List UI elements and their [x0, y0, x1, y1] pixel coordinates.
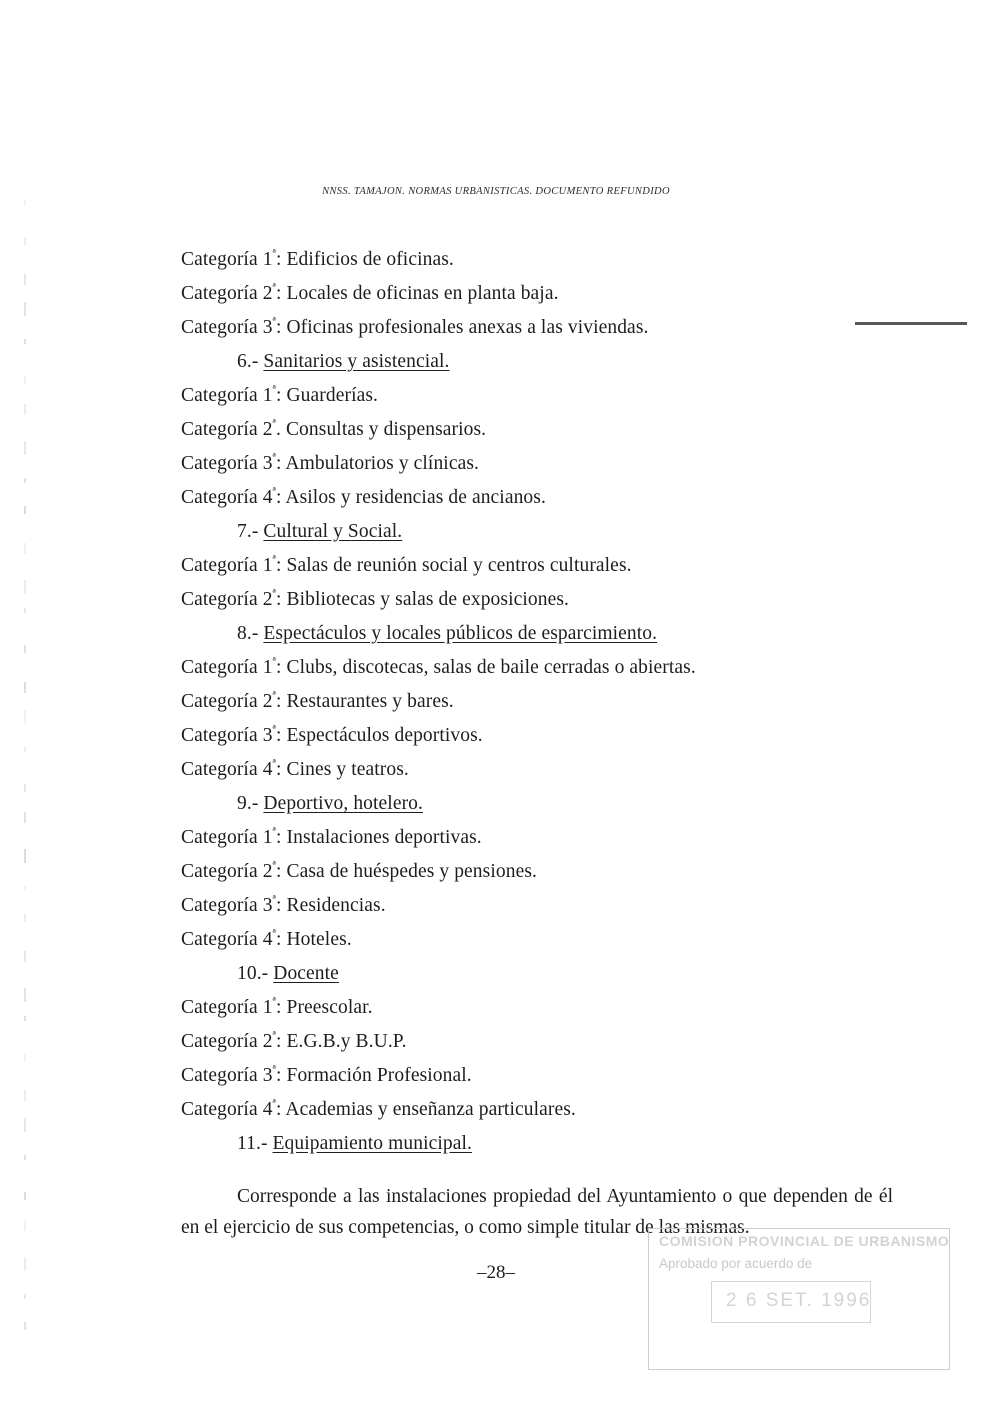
- category-separator: :: [275, 1099, 282, 1120]
- category-number: [262, 722, 276, 746]
- category-number-value: 3: [262, 317, 273, 338]
- category-separator: :: [275, 283, 282, 304]
- category-description: Guarderías.: [286, 385, 379, 406]
- category-label: Categoría: [181, 1065, 258, 1086]
- category-number-value: 1: [262, 827, 273, 848]
- running-header: NNSS. TAMAJON. NORMAS URBANISTICAS. DOCUMENTO REFUNDIDO: [322, 186, 670, 197]
- category-label: Categoría: [181, 385, 258, 406]
- category-separator: :: [275, 759, 282, 780]
- category-ordinal-indicator: ª: [272, 314, 276, 329]
- section-heading-number: 7.-: [237, 521, 259, 542]
- category-line: [181, 277, 921, 311]
- category-number: [262, 314, 276, 338]
- category-separator: :: [275, 895, 282, 916]
- category-description: Instalaciones deportivas.: [286, 827, 482, 848]
- category-number-value: 1: [262, 249, 273, 270]
- category-number-value: 2: [262, 1031, 273, 1052]
- category-number: [262, 926, 276, 950]
- category-number: [262, 382, 276, 406]
- category-number: [262, 824, 276, 848]
- category-number: [262, 450, 276, 474]
- category-description: Oficinas profesionales anexas a las viviendas.: [286, 317, 649, 338]
- category-separator: :: [275, 249, 282, 270]
- category-line: [181, 243, 921, 277]
- section-heading-number: 9.-: [237, 793, 259, 814]
- category-line: [181, 855, 921, 889]
- category-number-value: 2: [262, 283, 273, 304]
- category-number-value: 2: [262, 861, 273, 882]
- category-description: Casa de huéspedes y pensiones.: [286, 861, 537, 882]
- category-line: [181, 549, 921, 583]
- section-heading-number: 6.-: [237, 351, 259, 372]
- category-number: [262, 416, 276, 440]
- category-number: [262, 586, 276, 610]
- category-separator: :: [275, 1065, 282, 1086]
- category-number: [262, 892, 276, 916]
- section-heading-title: Docente: [273, 963, 339, 984]
- section-heading: [181, 515, 921, 549]
- category-number: [262, 688, 276, 712]
- category-separator: :: [275, 487, 282, 508]
- category-separator: :: [275, 385, 282, 406]
- category-label: Categoría: [181, 759, 258, 780]
- category-separator: :: [275, 589, 282, 610]
- category-line: [181, 379, 921, 413]
- category-ordinal-indicator: ª: [272, 892, 276, 907]
- category-description: Preescolar.: [286, 997, 373, 1018]
- category-number-value: 3: [262, 453, 273, 474]
- category-line: [181, 753, 921, 787]
- category-label: Categoría: [181, 555, 258, 576]
- section-heading: [181, 617, 921, 651]
- category-number-value: 3: [262, 895, 273, 916]
- section-heading-number: 11.-: [237, 1133, 268, 1154]
- section-heading: [181, 787, 921, 821]
- category-separator: :: [275, 997, 282, 1018]
- category-label: Categoría: [181, 691, 258, 712]
- category-number-value: 1: [262, 385, 273, 406]
- category-ordinal-indicator: ª: [272, 382, 276, 397]
- category-label: Categoría: [181, 317, 258, 338]
- category-description: E.G.B.y B.U.P.: [286, 1031, 407, 1052]
- category-description: Espectáculos deportivos.: [286, 725, 483, 746]
- category-description: Edificios de oficinas.: [286, 249, 454, 270]
- section-heading-number: 8.-: [237, 623, 259, 644]
- category-description: Hoteles.: [286, 929, 352, 950]
- category-line: [181, 447, 921, 481]
- category-label: Categoría: [181, 487, 258, 508]
- category-separator: :: [275, 317, 282, 338]
- category-ordinal-indicator: ª: [272, 858, 276, 873]
- category-number-value: 2: [262, 691, 273, 712]
- category-ordinal-indicator: ª: [272, 688, 276, 703]
- category-line: [181, 651, 921, 685]
- category-description: Residencias.: [286, 895, 386, 916]
- category-number-value: 4: [262, 487, 273, 508]
- category-ordinal-indicator: ª: [272, 552, 276, 567]
- category-line: [181, 685, 921, 719]
- category-separator: :: [275, 827, 282, 848]
- category-line: [181, 481, 921, 515]
- category-number-value: 1: [262, 657, 273, 678]
- category-description: Formación Profesional.: [286, 1065, 472, 1086]
- category-line: [181, 413, 921, 447]
- category-description: Clubs, discotecas, salas de baile cerradas o abiertas.: [286, 657, 696, 678]
- category-line: [181, 889, 921, 923]
- category-ordinal-indicator: ª: [272, 1028, 276, 1043]
- category-line: [181, 923, 921, 957]
- category-label: Categoría: [181, 861, 258, 882]
- category-ordinal-indicator: ª: [272, 722, 276, 737]
- category-description: Cines y teatros.: [286, 759, 409, 780]
- category-number-value: 2: [262, 589, 273, 610]
- section-heading-title: Sanitarios y asistencial.: [263, 351, 450, 372]
- stamp-date-box: [711, 1281, 871, 1323]
- page-number: –28–: [477, 1262, 515, 1283]
- category-line: [181, 991, 921, 1025]
- category-number-value: 4: [262, 1099, 273, 1120]
- category-separator: :: [275, 453, 282, 474]
- category-ordinal-indicator: ª: [272, 926, 276, 941]
- category-number: [262, 858, 276, 882]
- category-number-value: 1: [262, 997, 273, 1018]
- category-line: [181, 311, 921, 345]
- category-number: [262, 246, 276, 270]
- category-ordinal-indicator: ª: [272, 280, 276, 295]
- category-ordinal-indicator: ª: [272, 824, 276, 839]
- stamp-approval-text: Aprobado por acuerdo de: [659, 1256, 813, 1271]
- section-heading: [181, 957, 921, 991]
- category-description: Consultas y dispensarios.: [285, 419, 487, 440]
- category-label: Categoría: [181, 1099, 258, 1120]
- category-number-value: 4: [262, 759, 273, 780]
- category-separator: :: [275, 725, 282, 746]
- stamp-date: 2 6 SET. 1996: [726, 1290, 872, 1311]
- category-number: [262, 280, 276, 304]
- closing-paragraph-text: Corresponde a las instalaciones propiedad del Ayuntamiento o que dependen de él en el ejercicio de sus competencias, o como simple titular de las mismas.: [181, 1186, 893, 1238]
- category-separator: :: [275, 1031, 282, 1052]
- category-number-value: 1: [262, 555, 273, 576]
- stamp-organization: COMISION PROVINCIAL DE URBANISMO: [659, 1233, 950, 1249]
- category-line: [181, 1025, 921, 1059]
- category-separator: :: [275, 657, 282, 678]
- category-number: [262, 1096, 276, 1120]
- category-number: [262, 994, 276, 1018]
- category-label: Categoría: [181, 283, 258, 304]
- category-number: [262, 756, 276, 780]
- category-number: [262, 552, 276, 576]
- category-description: Locales de oficinas en planta baja.: [286, 283, 559, 304]
- category-line: [181, 1093, 921, 1127]
- category-line: [181, 1059, 921, 1093]
- section-heading-title: Deportivo, hotelero.: [263, 793, 423, 814]
- category-ordinal-indicator: ª: [272, 1062, 276, 1077]
- approval-stamp: [648, 1228, 950, 1370]
- category-line: [181, 821, 921, 855]
- category-number: [262, 654, 276, 678]
- category-label: Categoría: [181, 589, 258, 610]
- scan-artifact-marks: [22, 200, 32, 1350]
- category-description: Asilos y residencias de ancianos.: [285, 487, 546, 508]
- category-label: Categoría: [181, 249, 258, 270]
- section-heading-title: Equipamiento municipal.: [272, 1133, 472, 1154]
- category-separator: :: [275, 555, 282, 576]
- section-heading: [181, 1127, 921, 1161]
- category-description: Restaurantes y bares.: [286, 691, 454, 712]
- category-label: Categoría: [181, 1031, 258, 1052]
- category-label: Categoría: [181, 453, 258, 474]
- category-ordinal-indicator: ª: [272, 756, 276, 771]
- category-number: [262, 484, 276, 508]
- section-heading: [181, 345, 921, 379]
- category-ordinal-indicator: ª: [272, 994, 276, 1009]
- category-number-value: 2: [262, 419, 273, 440]
- category-separator: :: [275, 691, 282, 712]
- category-label: Categoría: [181, 895, 258, 916]
- category-description: Academias y enseñanza particulares.: [285, 1099, 576, 1120]
- category-label: Categoría: [181, 997, 258, 1018]
- category-description: Bibliotecas y salas de exposiciones.: [286, 589, 569, 610]
- section-heading-number: 10.-: [237, 963, 269, 984]
- category-number: [262, 1028, 276, 1052]
- category-description: Ambulatorios y clínicas.: [285, 453, 479, 474]
- category-description: Salas de reunión social y centros culturales.: [286, 555, 632, 576]
- category-number-value: 3: [262, 725, 273, 746]
- category-ordinal-indicator: ª: [272, 1096, 276, 1111]
- section-heading-title: Espectáculos y locales públicos de esparcimiento.: [263, 623, 658, 644]
- category-label: Categoría: [181, 657, 258, 678]
- category-label: Categoría: [181, 725, 258, 746]
- category-label: Categoría: [181, 827, 258, 848]
- document-body: [181, 243, 921, 1161]
- category-number-value: 3: [262, 1065, 273, 1086]
- category-separator: .: [275, 419, 281, 440]
- category-ordinal-indicator: ª: [272, 484, 276, 499]
- category-ordinal-indicator: ª: [272, 416, 276, 431]
- category-ordinal-indicator: ª: [272, 586, 276, 601]
- category-ordinal-indicator: ª: [272, 654, 276, 669]
- category-label: Categoría: [181, 929, 258, 950]
- category-number: [262, 1062, 276, 1086]
- section-heading-title: Cultural y Social.: [263, 521, 403, 542]
- category-number-value: 4: [262, 929, 273, 950]
- category-line: [181, 719, 921, 753]
- category-ordinal-indicator: ª: [272, 450, 276, 465]
- category-line: [181, 583, 921, 617]
- category-separator: :: [275, 929, 282, 950]
- category-ordinal-indicator: ª: [272, 246, 276, 261]
- category-label: Categoría: [181, 419, 258, 440]
- category-separator: :: [275, 861, 282, 882]
